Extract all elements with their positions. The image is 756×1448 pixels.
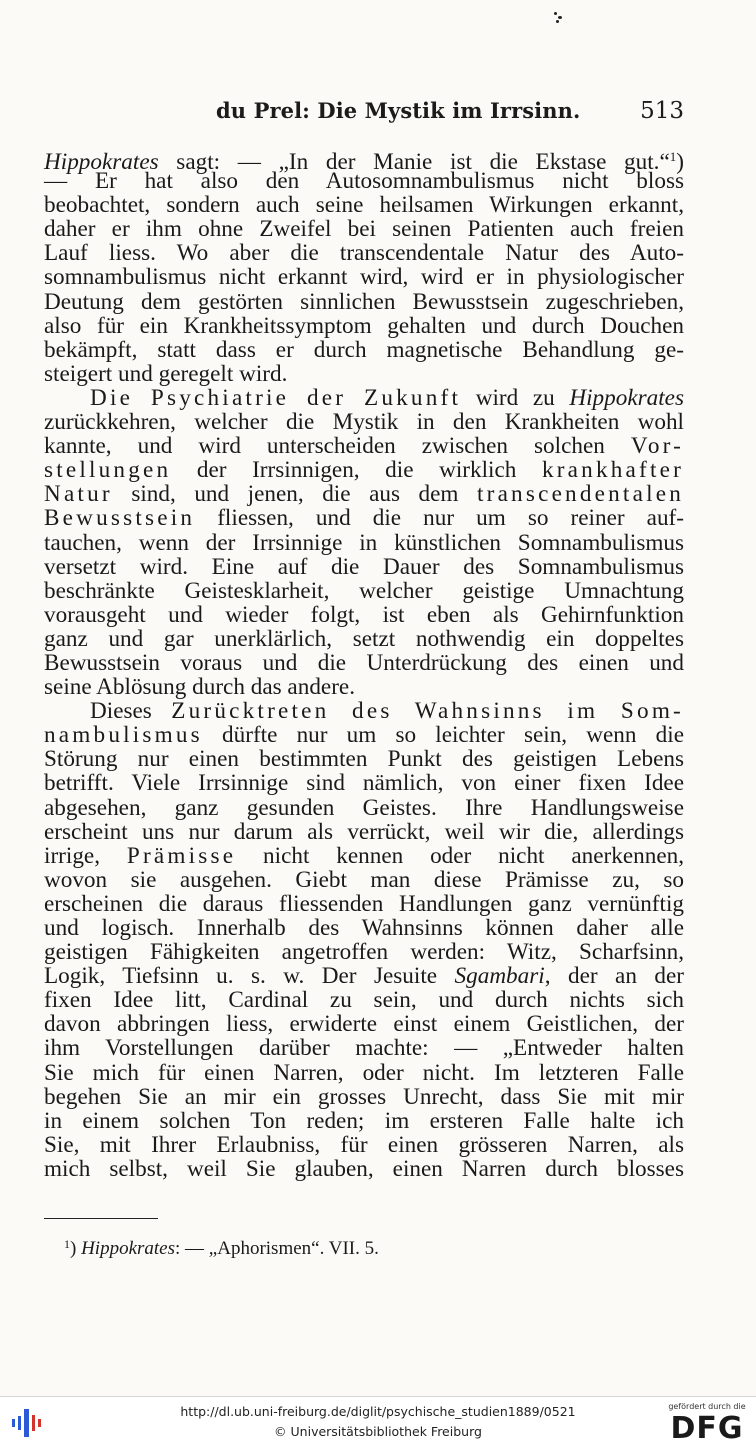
text-line: [44, 506, 684, 530]
text-line: [44, 868, 684, 892]
text-line: [44, 1085, 684, 1109]
text-line: [44, 386, 684, 410]
text-line: [44, 916, 684, 940]
text-run: und logisch. Innerhalb des Wahnsinns können daher alle: [44, 915, 684, 941]
text-line: [44, 434, 684, 458]
text-run: tauchen, wenn der Irrsinnige in künstlichen Somnambulismus: [44, 529, 684, 556]
footer-divider: [0, 1396, 756, 1397]
ink-speck: [554, 12, 564, 24]
text-line: [44, 603, 684, 627]
text-run: betrifft. Viele Irrsinnige sind nämlich, von einer fixen Idee: [44, 770, 684, 797]
text-line: [44, 410, 684, 434]
footnote-text: : — „Aphorismen“. VII. 5.: [175, 1238, 379, 1259]
text-run: ganz und gar unerklärlich, setzt nothwendig ein doppeltes: [44, 625, 684, 652]
text-run: Dieses: [90, 698, 172, 725]
text-run: seine Ablösung durch das andere.: [44, 674, 356, 701]
text-line: [44, 314, 684, 338]
text-line: [44, 651, 684, 675]
text-run: zurückkehren, welcher die Mystik in den Krankheiten wohl: [44, 409, 684, 436]
spaced-emphasis: Vor-: [630, 433, 684, 460]
text-line: [44, 820, 684, 844]
text-run: somnambulismus nicht erkannt wird, wird er in physiologischer: [44, 264, 684, 291]
spaced-emphasis: transcendentalen: [477, 481, 684, 508]
text-run: — Er hat also den Autosomnambulismus nicht bloss: [44, 168, 684, 195]
permalink-url[interactable]: http://dl.ub.uni-freiburg.de/diglit/psychische_studien1889/0521: [180, 1404, 576, 1419]
spaced-emphasis: Bewusstsein: [44, 505, 196, 532]
spaced-emphasis: stellungen: [44, 457, 172, 484]
text-run: Lauf liess. Wo aber die transcendentale Natur des Auto-: [44, 240, 684, 267]
text-run: geistigen Fähigkeiten angetroffen werden: Witz, Scharfsinn,: [44, 939, 684, 966]
footnote: [64, 1237, 379, 1260]
footnote-marker-close: ): [70, 1238, 77, 1259]
text-line: [44, 290, 684, 314]
text-run: Logik, Tiefsinn u. s. w. Der Jesuite: [44, 963, 455, 990]
footnote-author: Hippokrates: [81, 1238, 176, 1259]
text-run: Sie mich für einen Narren, oder nicht. Im letzteren Falle: [44, 1059, 684, 1086]
text-line: [44, 265, 684, 289]
italic-name: Sgambari: [454, 963, 545, 990]
footnote-rule: [44, 1218, 158, 1219]
italic-name: Hippokrates: [44, 149, 159, 175]
page-number: 513: [640, 98, 684, 124]
text-run: ): [676, 149, 684, 175]
text-line: [44, 1157, 684, 1181]
spaced-emphasis: Zurücktreten des Wahnsinns im Som-: [171, 698, 684, 725]
text-run: Sie, mit Ihrer Erlaubniss, für einen grösseren Narren, als: [44, 1131, 684, 1158]
text-line: [44, 531, 684, 555]
text-run: beschränkte Geistesklarheit, welcher geistige Umnachtung: [44, 577, 684, 604]
text-run: ihm Vorstellungen darüber machte: — „Entweder halten: [44, 1035, 684, 1062]
text-line: [44, 169, 684, 193]
text-run: sagt: — „In der Manie ist die Ekstase gut.“: [158, 149, 670, 175]
text-run: wovon sie ausgehen. Giebt man diese Prämisse zu, so: [44, 866, 684, 893]
text-line: [44, 1109, 684, 1133]
text-line: [44, 747, 684, 771]
text-line: [44, 723, 684, 747]
running-head-title: du Prel: Die Mystik im Irrsinn.: [216, 98, 581, 123]
text-run: kannte, und wird unterscheiden zwischen solchen: [44, 433, 631, 460]
dfg-caption: gefördert durch die: [668, 1402, 746, 1411]
body-text: [44, 145, 684, 1181]
text-run: der Irrsinnigen, die wirklich: [171, 457, 542, 484]
text-line: [44, 892, 684, 916]
text-run: abgesehen, ganz gesunden Geistes. Ihre Handlungsweise: [44, 794, 684, 821]
text-run: fliessen, und die nur um so reiner auf-: [195, 505, 684, 532]
footnote-marker: 1: [64, 1237, 70, 1251]
text-run: davon abbringen liess, erwiderte einst einem Geistlichen, der: [44, 1011, 684, 1038]
text-line: [44, 771, 684, 795]
spaced-emphasis: nambulismus: [44, 722, 203, 749]
text-line: [44, 964, 684, 988]
text-line: [44, 1061, 684, 1085]
running-head: [44, 98, 684, 124]
text-run: irrige,: [44, 842, 127, 869]
text-line: [44, 579, 684, 603]
spaced-emphasis: Prämisse: [126, 842, 237, 869]
text-run: erscheinen die daraus fliessenden Handlungen ganz vernünftig: [44, 890, 684, 917]
text-line: [44, 796, 684, 820]
spaced-emphasis: Natur: [44, 481, 113, 508]
text-run: mich selbst, weil Sie glauben, einen Narren durch blosses: [44, 1155, 684, 1182]
text-line: [44, 1012, 684, 1036]
text-run: begehen Sie an mir ein grosses Unrecht, dass Sie mit mir: [44, 1083, 684, 1110]
text-run: , der an der: [544, 963, 684, 990]
text-run: also für ein Krankheitssymptom gehalten und durch Douchen: [44, 312, 684, 339]
text-line: [44, 675, 684, 699]
text-line: [44, 627, 684, 651]
text-run: Deutung dem gestörten sinnlichen Bewusstsein zugeschrieben,: [44, 288, 684, 315]
text-run: steigert und geregelt wird.: [44, 360, 288, 387]
text-run: nicht kennen oder nicht anerkennen,: [236, 842, 685, 869]
text-run: sind, und jenen, die aus dem: [112, 481, 477, 508]
viewer-footer: [0, 1396, 756, 1448]
text-line: [44, 1036, 684, 1060]
text-run: daher er ihm ohne Zweifel bei seinen Patienten auch freien: [44, 216, 684, 243]
text-line: [44, 1133, 684, 1157]
text-line: [44, 193, 684, 217]
text-run: vorausgeht und wieder folgt, ist eben als Gehirnfunktion: [44, 601, 684, 628]
text-line: [44, 145, 684, 175]
text-run: beobachtet, sondern auch seine heilsamen Wirkungen erkannt,: [44, 192, 684, 219]
text-line: [44, 482, 684, 506]
copyright-notice: © Universitätsbibliothek Freiburg: [274, 1424, 482, 1439]
text-run: in einem solchen Ton reden; im ersteren Falle halte ich: [44, 1107, 684, 1134]
text-line: [44, 940, 684, 964]
text-line: [44, 362, 684, 386]
spaced-emphasis: krankhafter: [541, 457, 684, 484]
text-run: versetzt wird. Eine auf die Dauer des Somnambulismus: [44, 553, 684, 580]
spaced-emphasis: Die Psychiatrie der Zukunft: [90, 384, 462, 411]
text-run: erscheint uns nur darum als verrückt, weil wir die, allerdings: [44, 818, 684, 845]
dfg-wordmark: DFG: [670, 1411, 744, 1446]
dfg-logo: [666, 1402, 748, 1446]
text-line: [44, 988, 684, 1012]
text-run: dürfte nur um so leichter sein, wenn die: [202, 722, 684, 749]
text-run: wird zu: [461, 384, 570, 411]
text-line: [44, 458, 684, 482]
university-library-logo-icon: [8, 1405, 46, 1441]
text-run: fixen Idee litt, Cardinal zu sein, und durch nichts sich: [44, 987, 684, 1014]
footnote-reference: 1: [669, 149, 677, 164]
text-line: [44, 217, 684, 241]
text-run: bekämpft, statt dass er durch magnetische Behandlung ge-: [44, 336, 684, 363]
text-line: [44, 699, 684, 723]
italic-name: Hippokrates: [569, 384, 684, 411]
text-line: [44, 338, 684, 362]
text-run: Störung nur einen bestimmten Punkt des geistigen Lebens: [44, 746, 684, 773]
text-run: Bewusstsein voraus und die Unterdrückung des einen und: [44, 649, 684, 676]
text-line: [44, 844, 684, 868]
text-line: [44, 241, 684, 265]
text-line: [44, 555, 684, 579]
